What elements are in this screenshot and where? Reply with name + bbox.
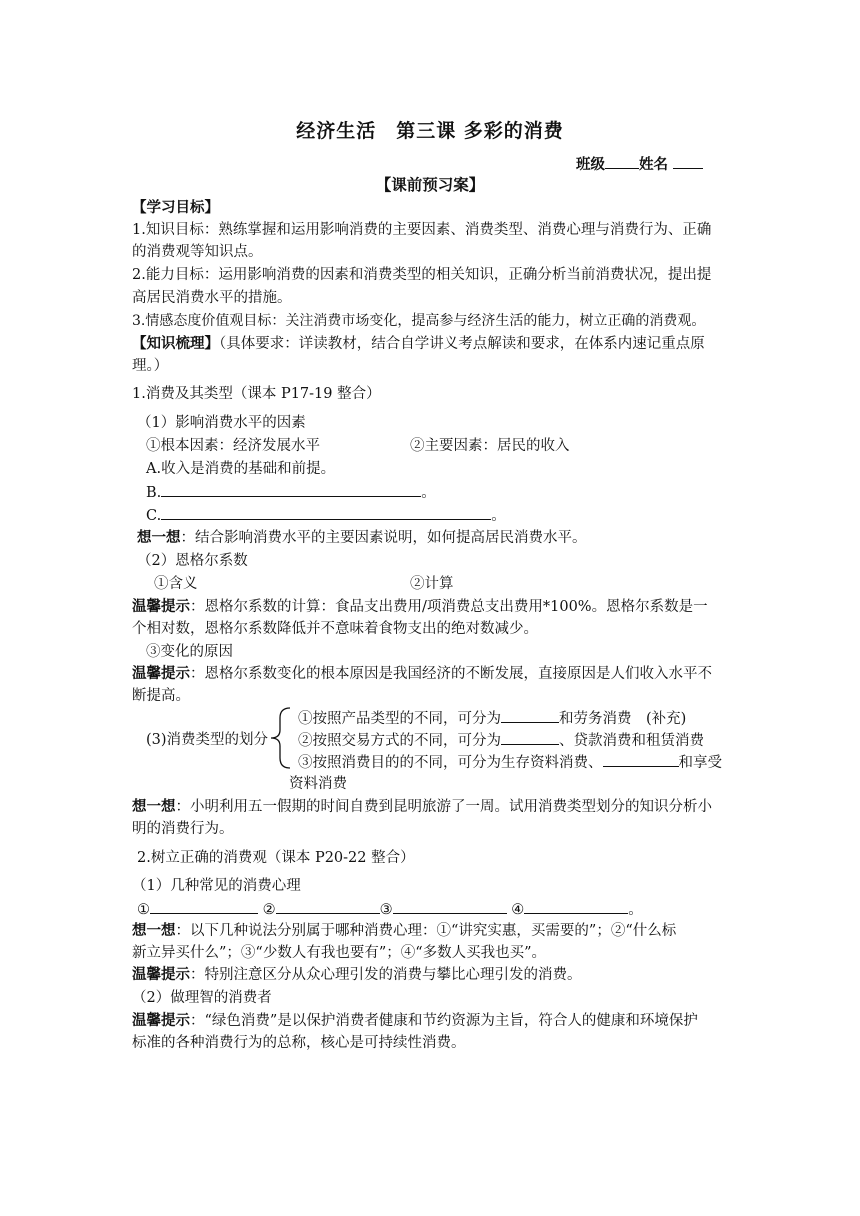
tip-4-text: ：“绿色消费”是以保护消费者健康和节约资源为主旨，符合人的健康和环境保护	[190, 1013, 698, 1029]
type-item-2	[298, 730, 704, 751]
type-1-blank[interactable]	[501, 708, 559, 723]
tip-1-text: ：恩格尔系数的计算：食品支出费用/项消费总支出费用*100%。恩格尔系数是一	[190, 599, 708, 615]
think-2-text: ：小明利用五一假期的时间自费到昆明旅游了一周。试用消费类型划分的知识分析小	[175, 799, 712, 815]
type-1-text: ①按照产品类型的不同，可分为	[298, 711, 501, 727]
class-blank[interactable]	[605, 154, 639, 169]
psych-1-num: ①	[137, 902, 150, 918]
section-1-2-title: （2）恩格尔系数	[137, 553, 248, 569]
knowledge-heading: 【知识梳理】	[132, 335, 219, 352]
item-c-end: 。	[491, 508, 506, 524]
name-blank[interactable]	[673, 154, 703, 169]
section-1-1-title: （1）影响消费水平的因素	[137, 415, 306, 431]
objective-3: 3.情感态度价值观目标：关注消费市场变化，提高参与经济生活的能力，树立正确的消费观。	[132, 313, 706, 329]
think-2-cont: 明的消费行为。	[132, 821, 234, 837]
type-2-tail: 、贷款消费和租赁消费	[559, 733, 704, 749]
item-a: A.收入是消费的基础和前提。	[146, 461, 336, 477]
objective-1: 1.知识目标：熟练掌握和运用影响消费的主要因素、消费类型、消费心理与消费行为、正确	[132, 222, 712, 238]
name-label: 姓名	[639, 156, 668, 173]
objectives-heading: 【学习目标】	[132, 199, 219, 216]
psych-4-num: ④	[511, 902, 525, 918]
engel-change: ③变化的原因	[146, 644, 233, 660]
objective-2: 2.能力目标：运用影响消费的因素和消费类型的相关知识，正确分析当前消费状况，提出提	[132, 267, 712, 283]
section-2-2-title: （2）做理智的消费者	[132, 990, 272, 1006]
section-2-1-title: （1）几种常见的消费心理	[132, 878, 301, 894]
section-2-title: 2.树立正确的消费观（课本 P20-22 整合）	[137, 850, 415, 866]
tip-4-line	[132, 1011, 698, 1031]
think-1-line	[137, 528, 587, 548]
objective-2-cont: 高居民消费水平的措施。	[132, 290, 292, 306]
tip-3-text: ：特别注意区分从众心理引发的消费与攀比心理引发的消费。	[190, 967, 582, 983]
class-label: 班级	[576, 156, 605, 173]
type-3-tail: 和享受	[678, 755, 722, 771]
type-3-blank[interactable]	[603, 752, 679, 767]
item-b-end: 。	[421, 485, 436, 501]
think-1-text: ：结合影响消费水平的主要因素说明，如何提高居民消费水平。	[180, 530, 587, 546]
knowledge-requirement: （具体要求：详读教材，结合自学讲义考点解读和要求，在体系内速记重点原	[219, 336, 705, 352]
type-item-3	[298, 752, 722, 773]
psych-1-blank[interactable]	[150, 899, 258, 914]
tip-3-line	[132, 965, 582, 985]
tip-4-label: 温馨提示	[132, 1012, 190, 1029]
item-c-line	[146, 505, 506, 526]
knowledge-line	[132, 334, 705, 354]
page-title: 经济生活 第三课 多彩的消费	[296, 120, 564, 142]
tip-4-cont: 标准的各种消费行为的总称，核心是可持续性消费。	[132, 1035, 466, 1051]
psych-2-blank[interactable]	[276, 899, 380, 914]
main-factor: ②主要因素：居民的收入	[410, 438, 570, 454]
think-1-label: 想一想	[137, 529, 181, 546]
think-3-label: 想一想	[132, 922, 176, 939]
section-1-title: 1.消费及其类型（课本 P17-19 整合）	[132, 386, 381, 402]
think-3-line	[132, 921, 676, 941]
type-1-tail: 和劳务消费 (补充)	[559, 711, 687, 727]
tip-2-text: ：恩格尔系数变化的根本原因是我国经济的不断发展，直接原因是人们收入水平不	[190, 666, 712, 682]
tip-2-label: 温馨提示	[132, 665, 190, 682]
knowledge-requirement-cont: 理。）	[132, 358, 169, 374]
psych-4-blank[interactable]	[524, 899, 628, 914]
item-b-line	[146, 482, 436, 503]
tip-2-line	[132, 664, 712, 684]
type-item-3-cont: 资料消费	[289, 776, 347, 792]
brace-icon	[268, 706, 294, 770]
tip-2-cont: 断提高。	[132, 688, 190, 704]
engel-calc: ②计算	[410, 576, 454, 592]
type-2-text: ②按照交易方式的不同，可分为	[298, 733, 501, 749]
think-3-cont: 新立异买什么”；③“少数人有我也要有”；④“多数人买我也买”。	[132, 945, 547, 961]
psych-3-num: ③	[379, 902, 393, 918]
psych-2-num: ②	[262, 902, 276, 918]
section-heading: 【课前预习案】	[375, 175, 485, 194]
tip-1-line	[132, 597, 708, 617]
tip-3-label: 温馨提示	[132, 966, 190, 983]
psychology-blanks	[137, 899, 643, 920]
type-2-blank[interactable]	[501, 730, 559, 745]
think-3-text: ：以下几种说法分别属于哪种消费心理：①“讲究实惠，买需要的”；②“什么标	[175, 923, 677, 939]
class-name-line	[576, 154, 703, 175]
item-c-blank[interactable]	[161, 505, 491, 520]
consumption-types-label: (3)消费类型的划分	[146, 732, 269, 748]
item-c-label: C.	[146, 508, 162, 524]
type-3-text: ③按照消费目的的不同，可分为生存资料消费、	[298, 755, 603, 771]
psych-3-blank[interactable]	[393, 899, 507, 914]
engel-meaning: ①含义	[154, 576, 198, 592]
think-2-label: 想一想	[132, 798, 176, 815]
item-b-blank[interactable]	[161, 482, 421, 497]
root-factor: ①根本因素：经济发展水平	[146, 438, 320, 454]
think-2-line	[132, 797, 712, 817]
item-b-label: B.	[146, 485, 162, 501]
tip-1-cont: 个相对数，恩格尔系数降低并不意味着食物支出的绝对数减少。	[132, 621, 538, 637]
objective-1-cont: 的消费观等知识点。	[132, 244, 263, 260]
tip-1-label: 温馨提示	[132, 598, 190, 615]
psych-end: 。	[628, 902, 643, 918]
type-item-1	[298, 708, 686, 729]
